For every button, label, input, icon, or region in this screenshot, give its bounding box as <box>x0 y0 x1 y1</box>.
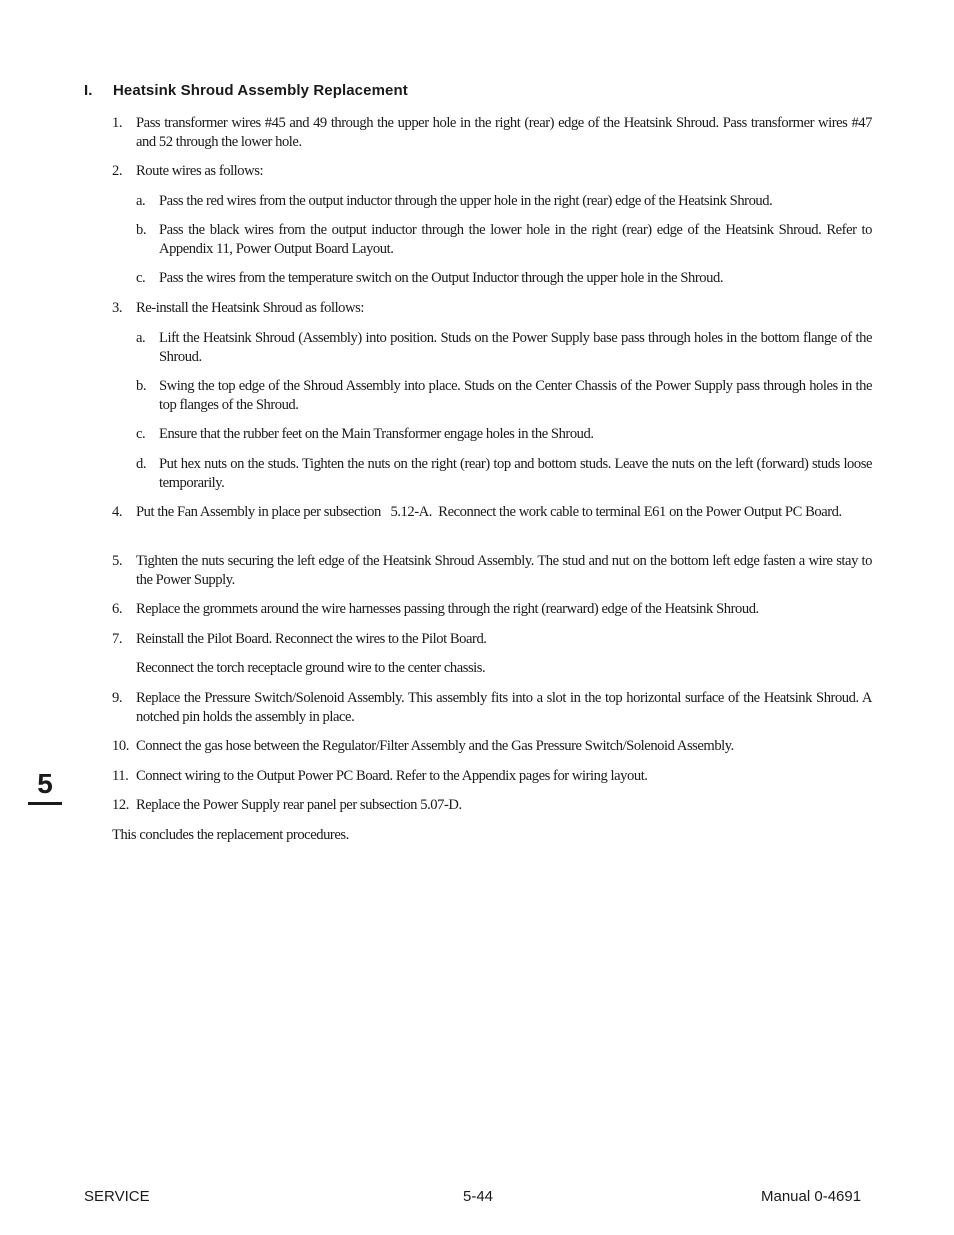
step-4 <box>0 503 954 541</box>
step-6 <box>0 600 954 619</box>
step-2b <box>0 221 954 259</box>
substep-label: a. <box>136 193 146 209</box>
step-1 <box>0 114 954 152</box>
step-text: Replace the grommets around the wire harnesses passing through the right (rearward) edge of the Heatsink Shroud. <box>136 601 759 617</box>
section-number: I. <box>84 82 93 99</box>
step-text: Route wires as follows: <box>136 163 264 179</box>
substep-text: Pass the red wires from the output inductor through the upper hole in the right (rear) edge of the Heatsink Shroud. <box>159 193 773 209</box>
step-text: Re-install the Heatsink Shroud as follows: <box>136 300 364 316</box>
step-label: 12. <box>112 797 129 813</box>
section-title: Heatsink Shroud Assembly Replacement <box>113 82 408 99</box>
step-3b <box>0 377 954 415</box>
step-10 <box>0 737 954 756</box>
substep-text: Put hex nuts on the studs. Tighten the nuts on the right (rear) top and bottom studs. Leave the nuts on the left (forward) studs loose temporarily. <box>159 456 872 491</box>
substep-text: Pass the wires from the temperature switch on the Output Inductor through the upper hole in the Shroud. <box>159 270 724 286</box>
footer-manual-number: Manual 0-4691 <box>761 1188 862 1205</box>
substep-label: b. <box>136 222 147 238</box>
step-label: 1. <box>112 115 123 131</box>
conclusion-text: This concludes the replacement procedures. <box>112 827 349 843</box>
step-2 <box>0 162 954 181</box>
step-7 <box>0 630 954 649</box>
substep-label: d. <box>136 456 147 472</box>
step-3d <box>0 455 954 493</box>
conclusion <box>112 826 872 845</box>
step-label: 11. <box>112 768 129 784</box>
step-text: Reinstall the Pilot Board. Reconnect the wires to the Pilot Board. <box>136 631 487 647</box>
step-5 <box>0 552 954 590</box>
step-label: 2. <box>112 163 123 179</box>
step-11 <box>0 767 954 786</box>
step-9 <box>0 689 954 727</box>
step-2a <box>0 192 954 211</box>
substep-label: b. <box>136 378 147 394</box>
step-label: 10. <box>112 738 129 754</box>
step-label: 6. <box>112 601 123 617</box>
step-label: 5. <box>112 553 123 569</box>
substep-label: a. <box>136 330 146 346</box>
step-text: Replace the Power Supply rear panel per subsection 5.07-D. <box>136 797 462 813</box>
substep-text: Pass the black wires from the output inductor through the lower hole in the right (rear) edge of the Heatsink Shroud. Refer to Appendix 11, Power Output Board Layout. <box>159 222 872 257</box>
step-12 <box>0 796 954 815</box>
step-text: Put the Fan Assembly in place per subsection 5.12-A. Reconnect the work cable to terminal E61 on the Power Output PC Board. <box>136 504 842 520</box>
substep-text: Lift the Heatsink Shroud (Assembly) into position. Studs on the Power Supply base pass through holes in the bottom flange of the Shroud. <box>159 330 872 365</box>
section-heading <box>84 82 408 99</box>
substep-text: Ensure that the rubber feet on the Main Transformer engage holes in the Shroud. <box>159 426 594 442</box>
substep-text: Swing the top edge of the Shroud Assembly into place. Studs on the Center Chassis of the Power Supply pass through holes in the top flanges of the Shroud. <box>159 378 872 413</box>
step-3c <box>0 425 954 444</box>
step-text: Connect the gas hose between the Regulator/Filter Assembly and the Gas Pressure Switch/Solenoid Assembly. <box>136 738 734 754</box>
step-text: Replace the Pressure Switch/Solenoid Assembly. This assembly fits into a slot in the top horizontal surface of the Heatsink Shroud. A notched pin holds the assembly in place. <box>136 690 872 725</box>
step-label: 3. <box>112 300 123 316</box>
substep-label: c. <box>136 426 146 442</box>
footer-left: SERVICE <box>84 1188 150 1205</box>
step-text: Pass transformer wires #45 and 49 through the upper hole in the right (rear) edge of the Heatsink Shroud. Pass transformer wires #47 and 52 through the lower hole. <box>136 115 872 150</box>
step-label: 9. <box>112 690 123 706</box>
step-2c <box>0 269 954 288</box>
step-label: 4. <box>112 504 123 520</box>
step-text: Reconnect the torch receptacle ground wire to the center chassis. <box>136 660 486 676</box>
footer-page-number: 5-44 <box>463 1188 494 1205</box>
chapter-tab-rule <box>28 802 62 805</box>
substep-label: c. <box>136 270 146 286</box>
step-3 <box>0 299 954 318</box>
step-7-continuation <box>0 659 954 678</box>
step-3a <box>0 329 954 367</box>
step-text: Tighten the nuts securing the left edge of the Heatsink Shroud Assembly. The stud and nut on the bottom left edge fasten a wire stay to the Power Supply. <box>136 553 872 588</box>
step-text: Connect wiring to the Output Power PC Board. Refer to the Appendix pages for wiring layout. <box>136 768 648 784</box>
chapter-tab-number: 5 <box>37 768 53 799</box>
step-label: 7. <box>112 631 123 647</box>
